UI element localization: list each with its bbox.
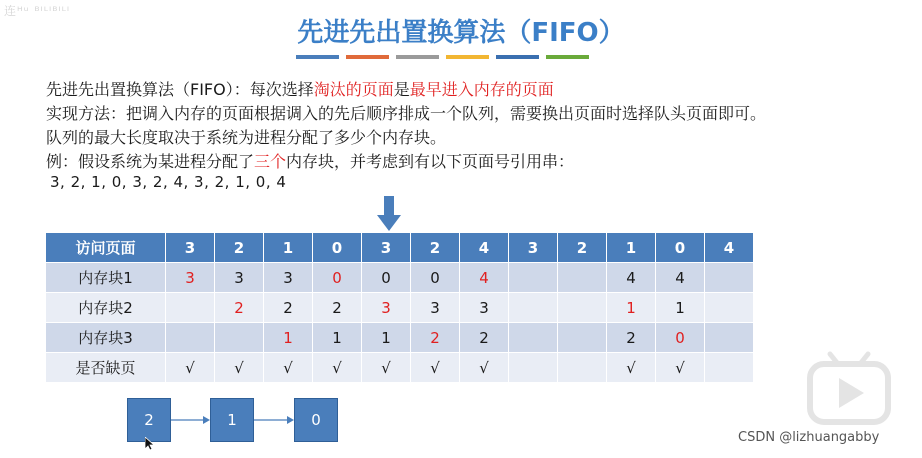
video-watermark: 连ᴴᵘ ᴮᴵᴸᴵᴮᴵᴸᴵ (4, 4, 71, 18)
table-cell: 2 (215, 293, 264, 323)
table-cell: 4 (705, 233, 754, 263)
queue-arrow-icon (254, 416, 294, 424)
row-label: 内存块2 (46, 293, 166, 323)
queue-node: 1 (210, 398, 254, 442)
definition-line (46, 78, 906, 102)
table-cell (166, 293, 215, 323)
implementation-line: 实现方法：把调入内存的页面根据调入的先后顺序排成一个队列，需要换出页面时选择队头页面即可。 (46, 104, 767, 123)
table-cell: 3 (215, 263, 264, 293)
row-label: 是否缺页 (46, 353, 166, 383)
table-cell: 2 (460, 323, 509, 353)
table-cell: 1 (313, 323, 362, 353)
table-cell: √ (607, 353, 656, 383)
table-cell: 2 (558, 233, 607, 263)
table-cell: 4 (607, 263, 656, 293)
description (46, 78, 906, 174)
csdn-watermark: CSDN @lizhuangabby (738, 430, 880, 445)
table-cell: √ (166, 353, 215, 383)
table-cell: √ (362, 353, 411, 383)
table-cell (558, 353, 607, 383)
table-cell (558, 293, 607, 323)
table-cell: 0 (656, 233, 705, 263)
row-label: 访问页面 (46, 233, 166, 263)
table-cell: 3 (509, 233, 558, 263)
table-cell (558, 323, 607, 353)
memory-block-3-row (46, 323, 754, 353)
table-cell: 1 (264, 233, 313, 263)
table-cell: 1 (656, 293, 705, 323)
table-cell: √ (656, 353, 705, 383)
queue-node: 2 (127, 398, 171, 442)
table-cell (705, 293, 754, 323)
table-cell: 4 (460, 233, 509, 263)
definition-highlight-earliest: 最早进入内存的页面 (409, 80, 554, 99)
table-cell (509, 263, 558, 293)
table-cell: 2 (215, 233, 264, 263)
example-highlight: 三个 (254, 152, 287, 171)
table-cell: 3 (362, 233, 411, 263)
table-cell: 0 (313, 263, 362, 293)
row-label: 内存块1 (46, 263, 166, 293)
table-cell: 2 (607, 323, 656, 353)
table-cell: 4 (656, 263, 705, 293)
reference-string: 3, 2, 1, 0, 3, 2, 4, 3, 2, 1, 0, 4 (50, 173, 287, 191)
example-line (46, 150, 906, 174)
table-cell: 2 (264, 293, 313, 323)
queue-length-line: 队列的最大长度取决于系统为进程分配了多少个内存块。 (46, 128, 447, 147)
table-cell: 2 (411, 233, 460, 263)
table-cell: 3 (264, 263, 313, 293)
queue-arrow-icon (171, 416, 210, 424)
example-prefix: 例：假设系统为某进程分配了 (46, 152, 255, 171)
row-label: 内存块3 (46, 323, 166, 353)
title-color-bar (346, 55, 389, 59)
memory-block-1-row (46, 263, 754, 293)
table-cell: 0 (656, 323, 705, 353)
table-cell (215, 323, 264, 353)
table-cell: √ (411, 353, 460, 383)
page-title: 先进先出置换算法（FIFO） (297, 18, 625, 48)
table-cell (509, 353, 558, 383)
example-suffix: 内存块，并考虑到有以下页面号引用串： (286, 152, 575, 171)
table-cell: 3 (166, 263, 215, 293)
table-cell (705, 353, 754, 383)
table-cell: 2 (313, 293, 362, 323)
table-cell: 4 (460, 263, 509, 293)
table-cell (558, 263, 607, 293)
table-cell (509, 323, 558, 353)
title-color-bar (296, 55, 339, 59)
title-color-bar (446, 55, 489, 59)
table-cell: 3 (460, 293, 509, 323)
table-cell: 3 (166, 233, 215, 263)
table-cell: 0 (362, 263, 411, 293)
definition-mid: 是 (393, 80, 410, 99)
table-cell: 3 (362, 293, 411, 323)
table-cell: 3 (411, 293, 460, 323)
memory-block-2-row (46, 293, 754, 323)
table-cell: √ (264, 353, 313, 383)
title-color-bar (496, 55, 539, 59)
table-cell (705, 263, 754, 293)
table-cell: 0 (313, 233, 362, 263)
table-cell: √ (313, 353, 362, 383)
title-color-bar (396, 55, 439, 59)
page-fault-row (46, 353, 754, 383)
table-cell (509, 293, 558, 323)
queue-node: 0 (294, 398, 338, 442)
table-cell: 2 (411, 323, 460, 353)
fifo-table (45, 232, 754, 383)
definition-prefix: 先进先出置换算法（FIFO）：每次选择 (46, 80, 314, 99)
table-cell: 0 (411, 263, 460, 293)
table-cell: 1 (362, 323, 411, 353)
table-cell: √ (460, 353, 509, 383)
title-color-bar (546, 55, 589, 59)
mouse-cursor-icon (145, 437, 155, 451)
table-cell: 1 (607, 233, 656, 263)
definition-highlight-evicted: 淘汰的页面 (313, 80, 394, 99)
bilibili-play-icon (806, 350, 892, 426)
table-cell (166, 323, 215, 353)
table-header-row (46, 233, 754, 263)
table-cell: 1 (607, 293, 656, 323)
table-cell (705, 323, 754, 353)
table-cell: 1 (264, 323, 313, 353)
down-arrow-icon (377, 196, 401, 232)
table-cell: √ (215, 353, 264, 383)
